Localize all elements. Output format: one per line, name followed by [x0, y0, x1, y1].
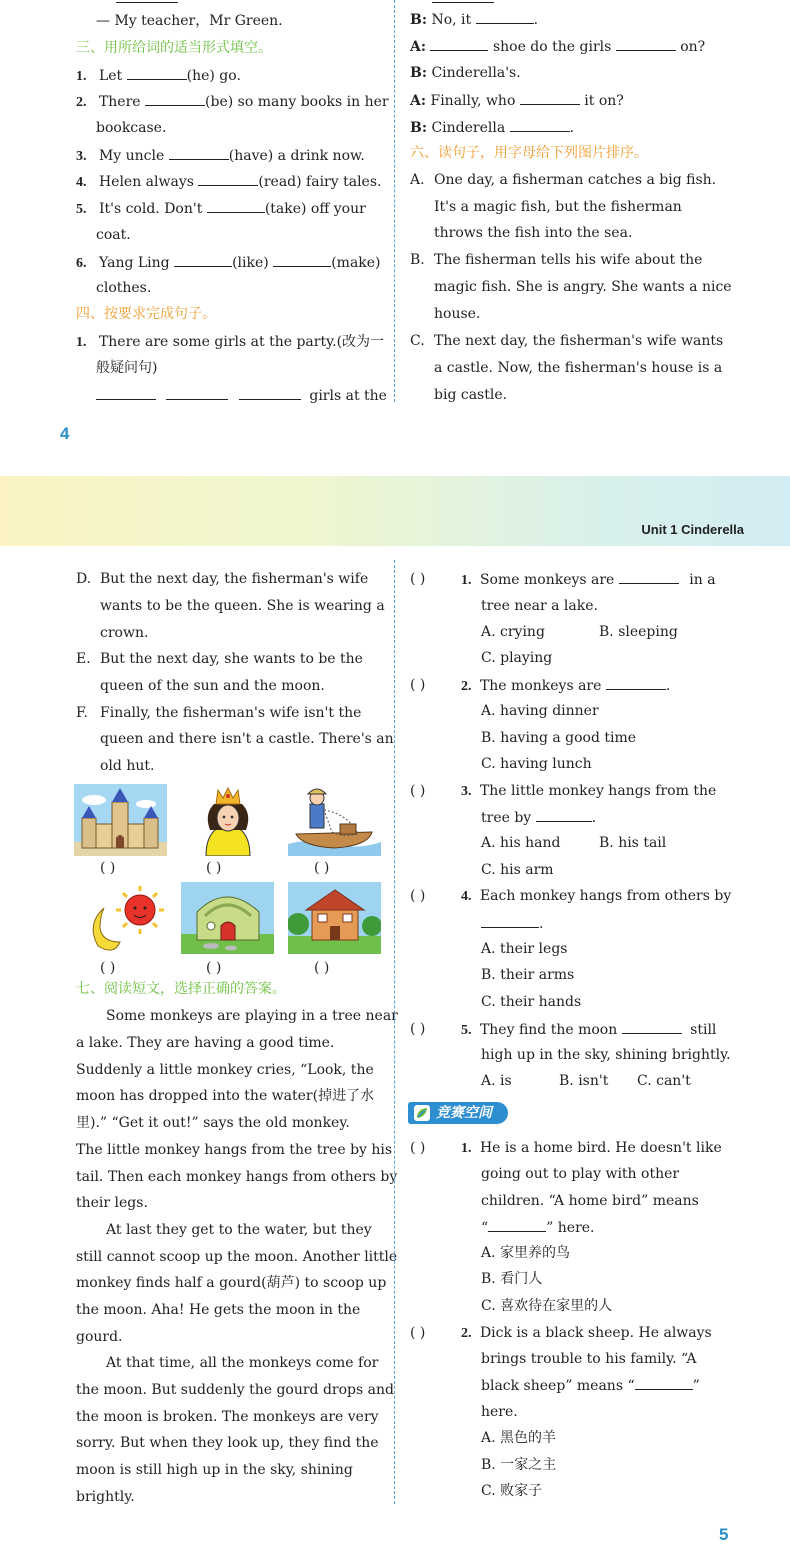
- option-c: C. 败家子: [481, 1483, 543, 1499]
- passage-line: moon has dropped into the water(掉进了水: [76, 1088, 375, 1104]
- answer-line: [96, 387, 387, 404]
- option-c: C. can't: [637, 1073, 691, 1089]
- question-text: The little monkey hangs from the: [479, 783, 717, 799]
- question-continuation: children. “A home bird” means: [481, 1193, 699, 1209]
- item-continuation: 般疑问句): [96, 360, 158, 376]
- item-text: It's cold. Don't: [98, 201, 203, 217]
- page-number: 5: [719, 1525, 729, 1544]
- section-7-title: 七、阅读短文，选择正确的答案。: [76, 981, 286, 997]
- answer-blank: [510, 119, 570, 132]
- answer-blank: [166, 387, 228, 400]
- answer-parentheses: ( ): [314, 860, 330, 876]
- dialog-text: .: [533, 12, 539, 28]
- answer-blank: [488, 1219, 546, 1232]
- question-line: [461, 1140, 722, 1157]
- sentence-line: big castle.: [434, 387, 508, 403]
- sentence-line: crown.: [100, 625, 149, 641]
- sentence-letter: F.: [76, 705, 88, 721]
- item-text: There: [98, 94, 141, 110]
- item-number: 3.: [76, 149, 87, 164]
- answer-parentheses: ( ): [206, 860, 222, 876]
- option-a: A. 黑色的羊: [481, 1430, 557, 1446]
- option-a: A. crying: [481, 624, 545, 640]
- question-text: tree by: [481, 810, 532, 826]
- option-a: A. his hand: [481, 835, 561, 851]
- passage-line: a lake. They are having a good time.: [76, 1035, 335, 1051]
- option-b: B. having a good time: [481, 730, 637, 746]
- exercise-item: [76, 173, 381, 191]
- question-text: Each monkey hangs from others by: [479, 888, 732, 904]
- item-text: My uncle: [98, 148, 165, 164]
- exercise-item: [76, 67, 241, 85]
- item-number: 4.: [76, 175, 87, 190]
- sentence-line: house.: [434, 306, 481, 322]
- dialog-text: Cinderella: [431, 120, 506, 136]
- speaker-label: A:: [410, 39, 427, 55]
- house-picture: [288, 882, 381, 954]
- question-line: [461, 677, 670, 695]
- answer-blank: [520, 92, 580, 105]
- passage-line: gourd.: [76, 1329, 123, 1345]
- question-text: ” here.: [546, 1220, 595, 1236]
- sentence-letter: B.: [410, 252, 425, 268]
- item-text: There are some girls at the party.(改为一: [98, 334, 385, 350]
- item-text: (take) off your: [264, 201, 366, 217]
- answer-blank: [198, 173, 258, 186]
- answer-bracket: ( ): [410, 1021, 426, 1037]
- answer-parentheses: ( ): [100, 960, 116, 976]
- answer-bracket: ( ): [410, 677, 426, 693]
- sentence-line: The fisherman tells his wife about the: [434, 252, 703, 268]
- question-line: [461, 783, 716, 800]
- sentence-line: Finally, the fisherman's wife isn't the: [100, 705, 362, 721]
- item-number: 5.: [76, 202, 87, 217]
- option-b: B. 看门人: [481, 1271, 543, 1287]
- question-number: 4.: [461, 889, 472, 904]
- passage-line: brightly.: [76, 1489, 135, 1505]
- question-continuation: [481, 1377, 700, 1394]
- castle-picture: [74, 784, 167, 856]
- question-continuation: [481, 809, 596, 826]
- passage-line: the moon. Aha! He gets the moon in the: [76, 1302, 361, 1318]
- option-b: B. 一家之主: [481, 1457, 557, 1473]
- item-number: 1.: [76, 335, 87, 350]
- answer-blank: [481, 915, 539, 928]
- item-text: (have) a drink now.: [228, 148, 365, 164]
- question-text: .: [591, 810, 597, 826]
- answer-blank: [169, 147, 229, 160]
- dialog-text: Cinderella's.: [431, 65, 521, 81]
- answer-blank: [96, 387, 156, 400]
- exercise-item: [76, 147, 365, 165]
- answer-parentheses: ( ): [206, 960, 222, 976]
- sentence-letter: D.: [76, 571, 92, 587]
- passage-line: 里).” “Get it out!” says the old monkey.: [76, 1115, 350, 1131]
- option-c: C. playing: [481, 650, 553, 666]
- question-number: 2.: [461, 1326, 472, 1341]
- speaker-label: B:: [410, 65, 428, 81]
- sentence-line: queen of the sun and the moon.: [100, 678, 325, 694]
- question-line: [461, 1021, 716, 1039]
- question-line: [461, 1325, 712, 1342]
- section-6-title: 六、读句子，用字母给下列图片排序。: [410, 145, 648, 161]
- answer-bracket: ( ): [410, 571, 426, 587]
- passage-line: the moon is broken. The monkeys are very: [76, 1409, 379, 1425]
- dialog-text: No, it: [431, 12, 472, 28]
- dialog-text: shoe do the girls: [492, 39, 612, 55]
- speaker-label: B:: [410, 120, 428, 136]
- item-text: (make): [331, 255, 381, 271]
- answer-blank: [174, 254, 232, 267]
- option-c: C. their hands: [481, 994, 582, 1010]
- sentence-line: a castle. Now, the fisherman's house is a: [434, 360, 723, 376]
- passage-line: monkey finds half a gourd(葫芦) to scoop up: [76, 1275, 387, 1291]
- passage-line: At that time, all the monkeys come for: [106, 1355, 379, 1371]
- hut-picture: [181, 882, 274, 954]
- exercise-item: [76, 334, 384, 351]
- fisherman-picture: [288, 784, 381, 856]
- sentence-line: But the next day, the fisherman's wife: [100, 571, 369, 587]
- passage-line: the moon. But suddenly the gourd drops and: [76, 1382, 394, 1398]
- contest-section-badge: [408, 1102, 508, 1124]
- section-4-title: 四、按要求完成句子。: [76, 306, 216, 322]
- unit-title: Unit 1 Cinderella: [641, 522, 744, 537]
- item-continuation: clothes.: [96, 280, 152, 296]
- answer-blank: [536, 809, 592, 822]
- dialog-text: Finally, who: [430, 93, 516, 109]
- answer-blank: [239, 387, 301, 400]
- item-text: (he) go.: [186, 68, 241, 84]
- queen-picture: [196, 784, 260, 856]
- sentence-line: old hut.: [100, 758, 155, 774]
- question-text: ”: [692, 1378, 700, 1394]
- contest-title: 竞赛空间: [436, 1105, 492, 1121]
- exercise-item: [76, 254, 381, 272]
- dialog-text: it on?: [584, 93, 624, 109]
- question-number: 2.: [461, 679, 472, 694]
- question-continuation: here.: [481, 1404, 518, 1420]
- sentence-line: queen and there isn't a castle. There's an: [100, 731, 394, 747]
- question-continuation: brings trouble to his family. “A: [481, 1351, 697, 1367]
- sentence-line: The next day, the fisherman's wife wants: [434, 333, 724, 349]
- answer-blank: [606, 677, 666, 690]
- answer-blank: [432, 0, 494, 3]
- answer-blank: [616, 38, 676, 51]
- sentence-letter: A.: [410, 172, 425, 188]
- option-b: B. his tail: [599, 835, 667, 851]
- answer-bracket: ( ): [410, 783, 426, 799]
- dialog-text: .: [569, 120, 575, 136]
- column-divider: [394, 560, 395, 1504]
- question-text: He is a home bird. He doesn't like: [479, 1140, 722, 1156]
- passage-line: moon is still high up in the sky, shining: [76, 1462, 353, 1478]
- answer-bracket: ( ): [410, 1140, 426, 1156]
- passage-line: sorry. But when they look up, they find the: [76, 1435, 379, 1451]
- option-a: A. 家里养的鸟: [481, 1245, 571, 1261]
- option-b: B. isn't: [559, 1073, 609, 1089]
- item-text: Yang Ling: [98, 255, 170, 271]
- question-line: [461, 571, 716, 589]
- question-line: [461, 888, 731, 905]
- question-continuation: high up in the sky, shining brightly.: [481, 1047, 731, 1063]
- sentence-line: One day, a fisherman catches a big fish.: [434, 172, 717, 188]
- question-number: 1.: [461, 573, 472, 588]
- item-text: girls at the: [309, 388, 387, 404]
- question-number: 3.: [461, 784, 472, 799]
- sentence-line: But the next day, she wants to be the: [100, 651, 363, 667]
- question-continuation: tree near a lake.: [481, 598, 598, 614]
- answer-blank: [619, 571, 679, 584]
- section-3-title: 三、用所给词的适当形式填空。: [76, 40, 272, 56]
- question-text: The monkeys are: [479, 678, 602, 694]
- answer-blank: [127, 67, 187, 80]
- answer-blank: [476, 11, 534, 24]
- question-text: .: [539, 916, 544, 932]
- question-text: Some monkeys are: [479, 572, 615, 588]
- sentence-line: It's a magic fish, but the fisherman: [434, 199, 682, 215]
- sentence-line: magic fish. She is angry. She wants a nice: [434, 279, 732, 295]
- dialog-line: [410, 11, 538, 28]
- passage-line: At last they get to the water, but they: [106, 1222, 372, 1238]
- passage-line: still cannot scoop up the moon. Another little: [76, 1249, 398, 1265]
- question-text: Dick is a black sheep. He always: [479, 1325, 712, 1341]
- question-text: black sheep” means “: [481, 1378, 635, 1394]
- answer-blank: [430, 38, 488, 51]
- item-number: 2.: [76, 95, 87, 110]
- question-text: They find the moon: [479, 1022, 618, 1038]
- passage-line: Suddenly a little monkey cries, “Look, the: [76, 1062, 374, 1078]
- exercise-item: [76, 93, 389, 111]
- dialog-line: [410, 119, 574, 136]
- item-number: 1.: [76, 69, 87, 84]
- question-text: .: [665, 678, 671, 694]
- option-c: C. having lunch: [481, 756, 592, 772]
- answer-parentheses: ( ): [314, 960, 330, 976]
- item-text: (like): [232, 255, 269, 271]
- item-text: (be) so many books in her: [205, 94, 389, 110]
- answer-blank: [207, 200, 265, 213]
- speaker-label: A:: [410, 93, 427, 109]
- passage-line: Some monkeys are playing in a tree near: [106, 1008, 398, 1024]
- leaf-icon: [414, 1105, 430, 1121]
- question-number: 1.: [461, 1141, 472, 1156]
- item-number: 6.: [76, 256, 87, 271]
- sentence-line: throws the fish into the sea.: [434, 225, 633, 241]
- item-text: Let: [98, 68, 123, 84]
- answer-blank: [622, 1021, 682, 1034]
- option-b: B. sleeping: [599, 624, 678, 640]
- column-divider: [394, 0, 395, 402]
- question-continuation: [481, 915, 543, 932]
- answer-blank: [116, 0, 178, 3]
- dialog-text: on?: [680, 39, 706, 55]
- item-text: (read) fairy tales.: [258, 174, 382, 190]
- question-number: 5.: [461, 1023, 472, 1038]
- question-continuation: [481, 1219, 595, 1236]
- question-text: in a: [689, 572, 716, 588]
- option-b: B. their arms: [481, 967, 575, 983]
- sentence-line: wants to be the queen. She is wearing a: [100, 598, 385, 614]
- item-continuation: bookcase.: [96, 120, 167, 136]
- option-c: C. 喜欢待在家里的人: [481, 1298, 613, 1314]
- page-number: 4: [60, 424, 70, 443]
- dialog-line: [410, 38, 705, 55]
- answer-bracket: ( ): [410, 1325, 426, 1341]
- answer-bracket: ( ): [410, 888, 426, 904]
- sun-and-moon-picture: [74, 880, 167, 952]
- speaker-label: B:: [410, 12, 428, 28]
- item-continuation: coat.: [96, 227, 131, 243]
- item-text: Helen always: [98, 174, 194, 190]
- sentence-letter: E.: [76, 651, 91, 667]
- option-a: A. is: [481, 1073, 512, 1089]
- option-a: A. having dinner: [481, 703, 599, 719]
- option-a: A. their legs: [481, 941, 568, 957]
- dialog-line: [410, 65, 521, 81]
- answer-blank: [635, 1377, 693, 1390]
- option-c: C. his arm: [481, 862, 554, 878]
- dialog-line: — My teacher，Mr Green.: [96, 13, 283, 29]
- question-continuation: going out to play with other: [481, 1166, 680, 1182]
- answer-blank: [145, 93, 205, 106]
- passage-line: The little monkey hangs from the tree by his: [76, 1142, 393, 1158]
- answer-blank: [273, 254, 331, 267]
- dialog-line: [410, 92, 624, 109]
- question-text: still: [690, 1022, 717, 1038]
- passage-line: their legs.: [76, 1195, 148, 1211]
- exercise-item: [76, 200, 366, 218]
- sentence-letter: C.: [410, 333, 425, 349]
- answer-parentheses: ( ): [100, 860, 116, 876]
- passage-line: tail. Then each monkey hangs from others by: [76, 1169, 398, 1185]
- question-text: “: [481, 1220, 489, 1236]
